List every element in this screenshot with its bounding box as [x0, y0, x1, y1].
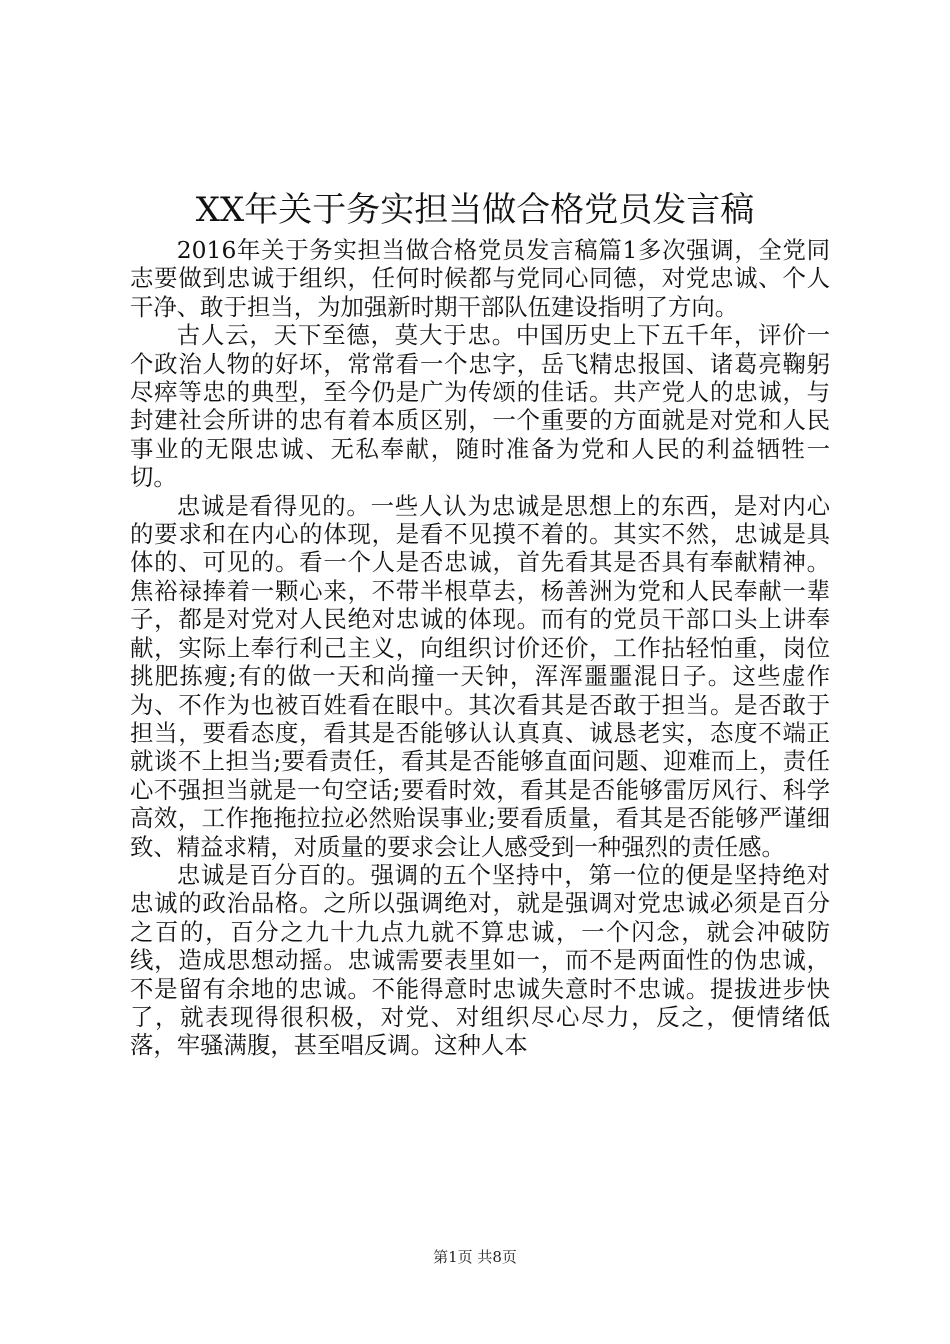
paragraph-1: 2016年关于务实担当做合格党员发言稿篇1多次强调，全党同志要做到忠诚于组织，任何时候都与党同心同德，对党忠诚、个人干净、敢于担当，为加强新时期干部队伍建设指明了方向。	[130, 236, 830, 321]
page-number-footer: 第1页 共8页	[433, 1248, 517, 1266]
paragraph-3: 忠诚是看得见的。一些人认为忠诚是思想上的东西，是对内心的要求和在内心的体现，是看不见摸不着的。其实不然，忠诚是具体的、可见的。看一个人是否忠诚，首先看其是否具有奉献精神。焦裕禄捧着一颗心来，不带半根草去，杨善洲为党和人民奉献一辈子，都是对党对人民绝对忠诚的体现。而有的党员干部口头上讲奉献，实际上奉行利己主义，向组织讨价还价，工作拈轻怕重，岗位挑肥拣瘦;有的做一天和尚撞一天钟，浑浑噩噩混日子。这些虚作为、不作为也被百姓看在眼中。其次看其是否敢于担当。是否敢于担当，要看态度，看其是否能够认认真真、诚恳老实，态度不端正就谈不上担当;要看责任，看其是否能够直面问题、迎难而上，责任心不强担当就是一句空话;要看时效，看其是否能够雷厉风行、科学高效，工作拖拖拉拉必然贻误事业;要看质量，看其是否能够严谨细致、精益求精，对质量的要求会让人感受到一种强烈的责任感。	[130, 491, 830, 861]
document-body	[130, 236, 830, 1060]
document-title: XX年关于务实担当做合格党员发言稿	[195, 190, 755, 230]
paragraph-4: 忠诚是百分百的。强调的五个坚持中，第一位的便是坚持绝对忠诚的政治品格。之所以强调绝对，就是强调对党忠诚必须是百分之百的，百分之九十九点九就不算忠诚，一个闪念，就会冲破防线，造成思想动摇。忠诚需要表里如一，而不是两面性的伪忠诚，不是留有余地的忠诚。不能得意时忠诚失意时不忠诚。提拔进步快了，就表现得很积极，对党、对组织尽心尽力，反之，便情绪低落，牢骚满腹，甚至唱反调。这种人本	[130, 860, 830, 1060]
paragraph-2: 古人云，天下至德，莫大于忠。中国历史上下五千年，评价一个政治人物的好坏，常常看一个忠字，岳飞精忠报国、诸葛亮鞠躬尽瘁等忠的典型，至今仍是广为传颂的佳话。共产党人的忠诚，与封建社会所讲的忠有着本质区别，一个重要的方面就是对党和人民事业的无限忠诚、无私奉献，随时准备为党和人民的利益牺牲一切。	[130, 321, 830, 492]
